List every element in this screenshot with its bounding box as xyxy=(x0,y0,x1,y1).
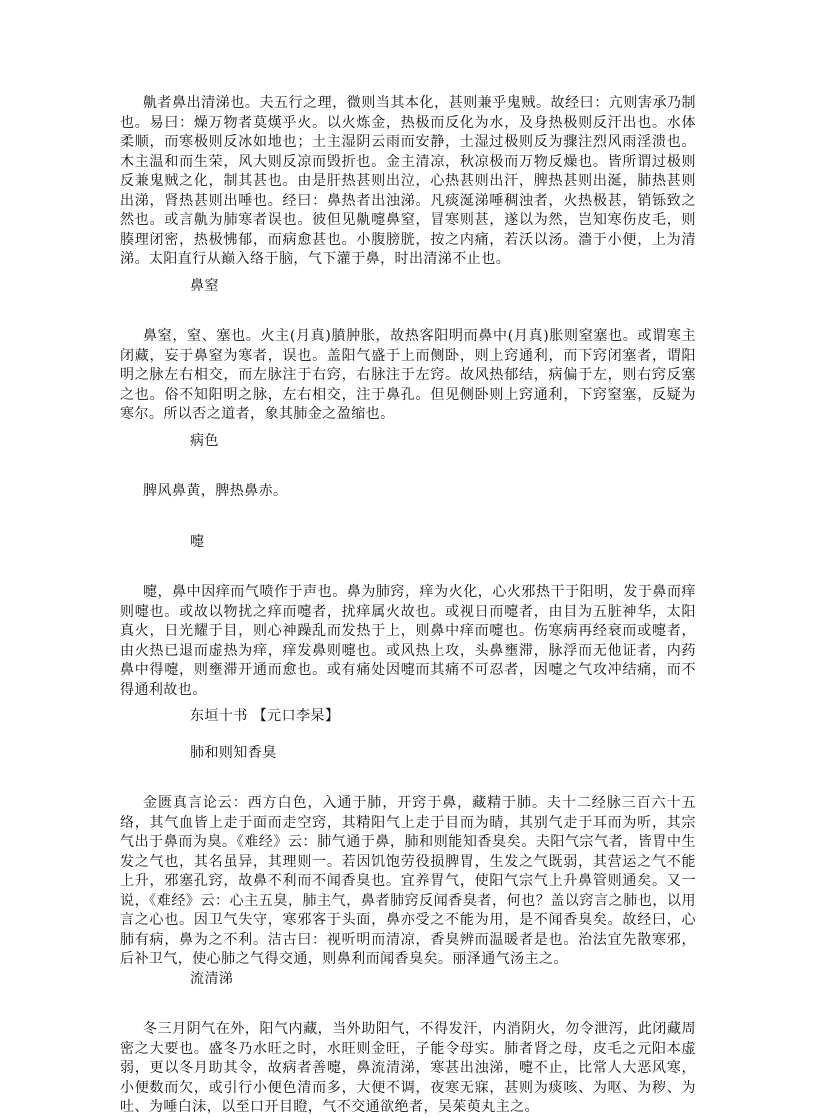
paragraph-feihe: 金匮真言论云：西方白色，入通于肺，开窍于鼻，藏精于肺。夫十二经脉三百六十五络，其气血皆上走于面而走空窍，其精阳气上走于目而为睛，其别气走于耳而为听，其宗气出于鼻而为臭。《难经》云：肺气通于鼻，肺和则能知香臭矣。夫阳气宗气者，皆胃中生发之气也，其名虽异，其理则一。若因饥饱劳役损脾胃，生发之气既弱，其营运之气不能上升，邪塞孔窍，故鼻不利而不闻香臭也。宜养胃气，使阳气宗气上升鼻管则通矣。又一说，《难经》云：心主五臭，肺主气，鼻者肺窍反闻香臭者，何也？盖以窍言之肺也，以用言之心也。因卫气失守，寒邪客于头面，鼻亦受之不能为用，是不闻香臭矣。故经曰，心肺有病，鼻为之不利。洁古曰：视听明而清凉，香臭辨而温暖者是也。治法宜先散寒邪，后补卫气，使心肺之气得交通，则鼻利而闻香臭矣。丽泽通气汤主之。 xyxy=(120,795,696,967)
document-page xyxy=(120,94,696,1118)
paragraph-bizhi: 鼻窒，窒、塞也。火主(月真)膹肿胀，故热客阳明而鼻中(月真)胀则窒塞也。或谓寒主闭藏，妄于鼻窒为寒者，误也。盖阳气盛于上而侧卧，则上窍通利，而下窍闭塞者，谓阳明之脉左右相交，而左脉注于右窍，右脉注于左窍。故风热郁结，病偏于左，则右窍反塞之也。俗不知阳明之脉，左右相交，注于鼻孔。但见侧卧则上窍通利，下窍窒塞，反疑为寒尔。所以否之道者，象其肺金之盈缩也。 xyxy=(120,328,696,422)
heading-ti: 嚏 xyxy=(190,533,205,550)
paragraph-liuqingti: 冬三月阴气在外，阳气内藏，当外助阳气，不得发汗，内消阴火，勿令泄泻，此闭藏周密之大要也。盛冬乃水旺之时，水旺则金旺，子能令母实。肺者肾之母，皮毛之元阳本虚弱，更以冬月助其令，故病者善嚏，鼻流清涕，寒甚出浊涕，嚏不止，比常人大恶风寒，小便数而欠，或引行小便色清而多，大便不调，夜寒无寐，甚则为痰咳、为呕、为秽、为吐、为唾白沫，以至口开目瞪，气不交通欲绝者，吴茱萸丸主之。 xyxy=(120,1021,696,1115)
heading-feihe: 肺和则知香臭 xyxy=(190,744,277,761)
heading-bingse: 病色 xyxy=(190,432,219,449)
heading-bizhi: 鼻窒 xyxy=(190,277,219,294)
paragraph-ti: 嚏，鼻中因痒而气喷作于声也。鼻为肺窍，痒为火化，心火邪热干于阳明，发于鼻而痒则嚏也。或故以物扰之痒而嚏者，扰痒属火故也。或视日而嚏者，由目为五脏神华，太阳真火，日光耀于目，则心神躁乱而发热于上，则鼻中痒而嚏也。伤寒病再经衰而或嚏者，由火热已退而虚热为痒，痒发鼻则嚏也。或风热上攻，头鼻壅滞，脉浮而无他证者，内药鼻中得嚏，则壅滞开通而愈也。或有痛处因嚏而其痛不可忍者，因嚏之气攻冲结痛，而不得通利故也。 xyxy=(120,584,696,698)
heading-liuqingti: 流清涕 xyxy=(190,970,234,987)
heading-dongyuan: 东垣十书 【元口李杲】 xyxy=(190,708,340,724)
paragraph-bingse: 脾风鼻黄，脾热鼻赤。 xyxy=(143,483,288,499)
paragraph-qiu: 鼽者鼻出清涕也。夫五行之理，微则当其本化，甚则兼乎鬼贼。故经曰：亢则害承乃制也。易曰：燥万物者莫熯乎火。以火炼金，热极而反化为水，及身热极则反汗出也。水体柔顺，而寒极则反冰如地也；土主湿阴云雨而安静，土湿过极则反为骤注烈风雨淫溃也。木主温和而生荣，风大则反凉而毁折也。金主清凉，秋凉极而万物反燥也。皆所谓过极则反兼鬼贼之化，制其甚也。由是肝热甚则出泣，心热甚则出汗，脾热甚则出涎，肺热甚则出涕，肾热甚则出唾也。经曰：鼻热者出浊涕。凡痰涎涕唾稠浊者，火热极甚，销铄致之然也。或言鼽为肺寒者误也。彼但见鼽嚏鼻窒，冒寒则甚，遂以为然，岂知寒伤皮毛，则腠理闭密，热极怫郁，而病愈甚也。小腹膀胱，按之内痛，若沃以汤。濇于小便，上为清涕。太阳直行从巅入络于脑，气下灌于鼻，时出清涕不止也。 xyxy=(120,95,696,267)
